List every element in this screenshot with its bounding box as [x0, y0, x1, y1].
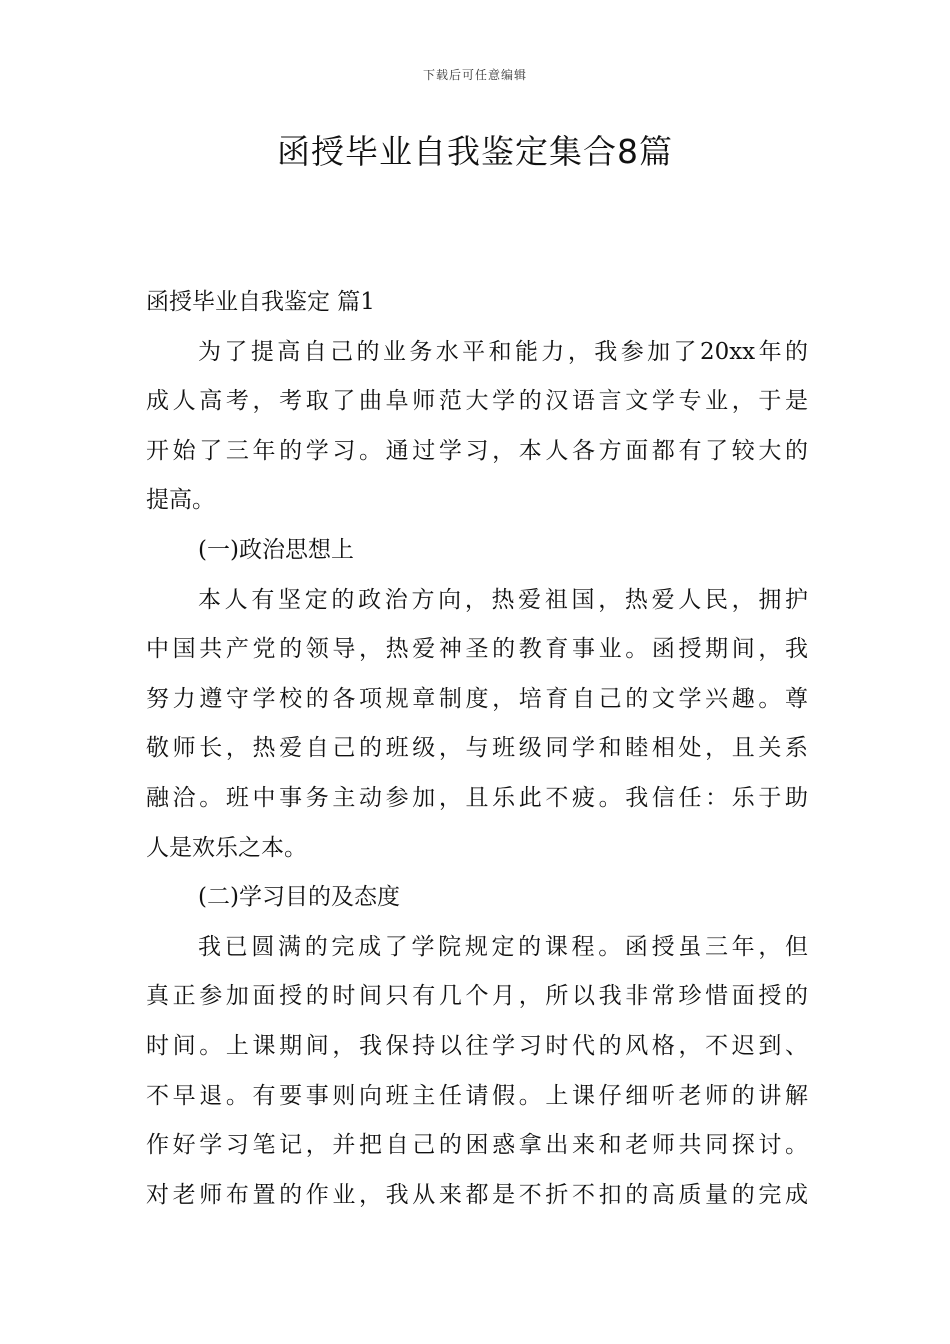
subheading: (一)政治思想上: [198, 536, 354, 563]
paragraph-line: 不早退。有要事则向班主任请假。上课仔细听老师的讲解: [146, 1082, 808, 1109]
subheading: (二)学习目的及态度: [198, 884, 400, 911]
paragraph-line: 作好学习笔记，并把自己的困惑拿出来和老师共同探讨。: [146, 1132, 808, 1159]
paragraph-line: 时间。上课期间，我保持以往学习时代的风格，不迟到、: [146, 1032, 808, 1059]
paragraph-line: 对老师布置的作业，我从来都是不折不扣的高质量的完成: [146, 1181, 808, 1208]
paragraph-line: 真正参加面授的时间只有几个月，所以我非常珍惜面授的: [146, 983, 808, 1010]
header-note: 下载后可任意编辑: [422, 68, 527, 82]
document-title: 函授毕业自我鉴定集合8篇: [277, 132, 673, 171]
paragraph-line: 努力遵守学校的各项规章制度，培育自己的文学兴趣。尊: [146, 685, 808, 712]
paragraph-line: 人是欢乐之本。: [146, 834, 307, 861]
paragraph-line: 开始了三年的学习。通过学习，本人各方面都有了较大的: [146, 437, 808, 464]
document-body: [146, 278, 808, 1220]
paragraph-line: 为了提高自己的业务水平和能力，我参加了20xx年的: [198, 338, 808, 365]
paragraph-line: 我已圆满的完成了学院规定的课程。函授虽三年，但: [198, 933, 808, 960]
paragraph-line: 本人有坚定的政治方向，热爱祖国，热爱人民，拥护: [198, 586, 808, 613]
paragraph-line: 融洽。班中事务主动参加，且乐此不疲。我信任：乐于助: [146, 784, 808, 811]
paragraph-line: 成人高考，考取了曲阜师范大学的汉语言文学专业，于是: [146, 388, 808, 415]
paragraph-line: 中国共产党的领导，热爱神圣的教育事业。函授期间，我: [146, 636, 808, 663]
paragraph-line: 敬师长，热爱自己的班级，与班级同学和睦相处，且关系: [146, 735, 808, 762]
paragraph-line: 提高。: [146, 487, 215, 514]
section-heading: 函授毕业自我鉴定 篇1: [146, 289, 375, 315]
